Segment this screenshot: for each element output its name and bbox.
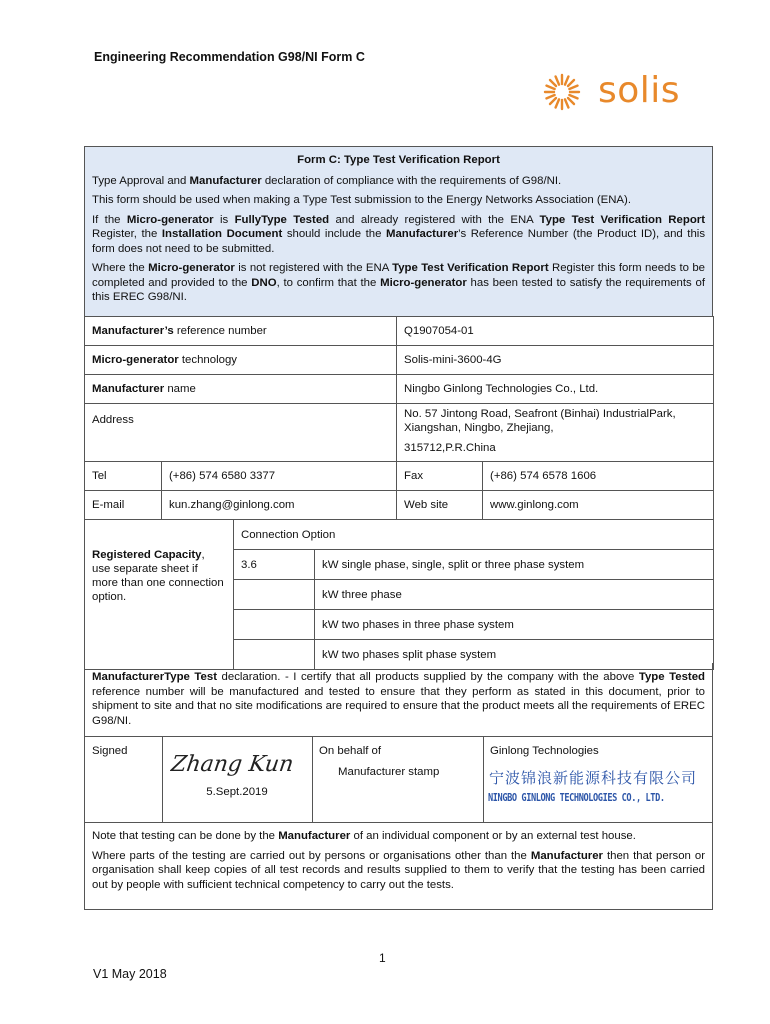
fax-value: (+86) 574 6578 1606: [483, 462, 714, 491]
capacity-option: kW two phases in three phase system: [315, 610, 714, 640]
behalf-cell: [312, 737, 484, 822]
address-label: Address: [85, 404, 397, 462]
solis-logo-text: solis: [598, 70, 681, 111]
tel-value: (+86) 574 6580 3377: [162, 462, 397, 491]
details-table: [84, 316, 714, 520]
capacity-empty-cell: [234, 580, 315, 610]
page-number: 1: [379, 951, 386, 965]
table-row: [85, 375, 714, 404]
capacity-table: [84, 520, 714, 670]
web-value: www.ginlong.com: [483, 491, 714, 520]
capacity-option: kW single phase, single, split or three phase system: [315, 550, 714, 580]
intro-paragraph-1: Type Approval and Manufacturer declaration of compliance with the requirements of G98/NI.: [92, 174, 562, 187]
signature-date: 5.Sept.2019: [206, 786, 268, 798]
stamp-label: Manufacturer stamp: [338, 766, 440, 778]
intro-paragraph-2: This form should be used when making a Type Test submission to the Energy Networks Association (ENA).: [92, 194, 631, 206]
footer-version: V1 May 2018: [93, 967, 167, 981]
table-row: [85, 346, 714, 375]
email-label: E-mail: [85, 491, 162, 520]
table-row: [85, 317, 714, 346]
web-label: Web site: [397, 491, 483, 520]
ref-value: Q1907054-01: [397, 317, 714, 346]
signed-label: Signed: [92, 745, 128, 757]
company-cell: [483, 737, 712, 822]
note-paragraph-1: Note that testing can be done by the Manufacturer of an individual component or by an external test house.: [92, 830, 636, 842]
signature-cell: [162, 737, 313, 822]
tech-label: Micro-generator technology: [85, 346, 397, 375]
intro-paragraph-4: Where the Micro-generator is not registered with the ENA Type Test Verification Report Register this form needs to be completed and provided to the DNO, to confirm that the Micro-generator has been tested to satisfy the requirements of this EREC G98/NI.: [92, 262, 705, 303]
intro-section: [84, 146, 713, 317]
table-row: [85, 491, 714, 520]
tech-value: Solis-mini-3600-4G: [397, 346, 714, 375]
behalf-label: On behalf of: [319, 745, 382, 757]
capacity-option: kW two phases split phase system: [315, 640, 714, 670]
declaration-section: ManufacturerType Test declaration. - I certify that all products supplied by the company with the above Type Tested reference number will be manufactured and tested to ensure that they perform as stated in this document, prior to shipment to site and that no site modifications are required to ensure that the product meets all the requirements of EREC G98/NI.: [84, 663, 713, 737]
fax-label: Fax: [397, 462, 483, 491]
signature-section: [84, 737, 713, 823]
email-value: kun.zhang@ginlong.com: [162, 491, 397, 520]
handwritten-signature-image: [170, 745, 302, 781]
company-stamp-en: NINGBO GINLONG TECHNOLOGIES CO., LTD.: [488, 792, 665, 804]
capacity-empty-cell: [234, 610, 315, 640]
signed-cell: [85, 737, 163, 822]
address-value: No. 57 Jintong Road, Seafront (Binhai) IndustrialPark, Xiangshan, Ningbo, Zhejiang, 315712,P.R.China: [397, 404, 714, 462]
note-section: [84, 822, 713, 910]
tel-label: Tel: [85, 462, 162, 491]
svg-text:Zhang Kun: Zhang Kun: [170, 751, 296, 777]
name-value: Ningbo Ginlong Technologies Co., Ltd.: [397, 375, 714, 404]
company-name: Ginlong Technologies: [490, 745, 599, 757]
document-header-title: Engineering Recommendation G98/NI Form C: [94, 50, 365, 64]
note-paragraph-2: Where parts of the testing are carried out by persons or organisations other than the Manufacturer then that person or organisation shall keep copies of all test records and results supplied to them to verify that the testing has been carried out by people with sufficient technical competency to carry out the tests.: [92, 849, 705, 891]
intro-paragraph-3: If the Micro-generator is FullyType Tested and already registered with the ENA Type Test Verification Report Register, the Installation Document should include the Manufacturer’s Reference Number (the Product ID), and this form does not need to be submitted.: [92, 213, 706, 255]
table-row: [85, 462, 714, 491]
form-title: Form C: Type Test Verification Report: [297, 154, 500, 166]
ref-label: Manufacturer’s reference number: [85, 317, 397, 346]
capacity-label: Registered Capacity, use separate sheet if more than one connection option.: [85, 520, 234, 670]
capacity-value: 3.6: [234, 550, 315, 580]
connection-option-header: Connection Option: [234, 520, 714, 550]
table-row: [85, 520, 714, 550]
capacity-option: kW three phase: [315, 580, 714, 610]
name-label: Manufacturer name: [85, 375, 397, 404]
table-row: [85, 404, 714, 462]
company-stamp-cn: 宁波锦浪新能源科技有限公司: [489, 769, 698, 787]
